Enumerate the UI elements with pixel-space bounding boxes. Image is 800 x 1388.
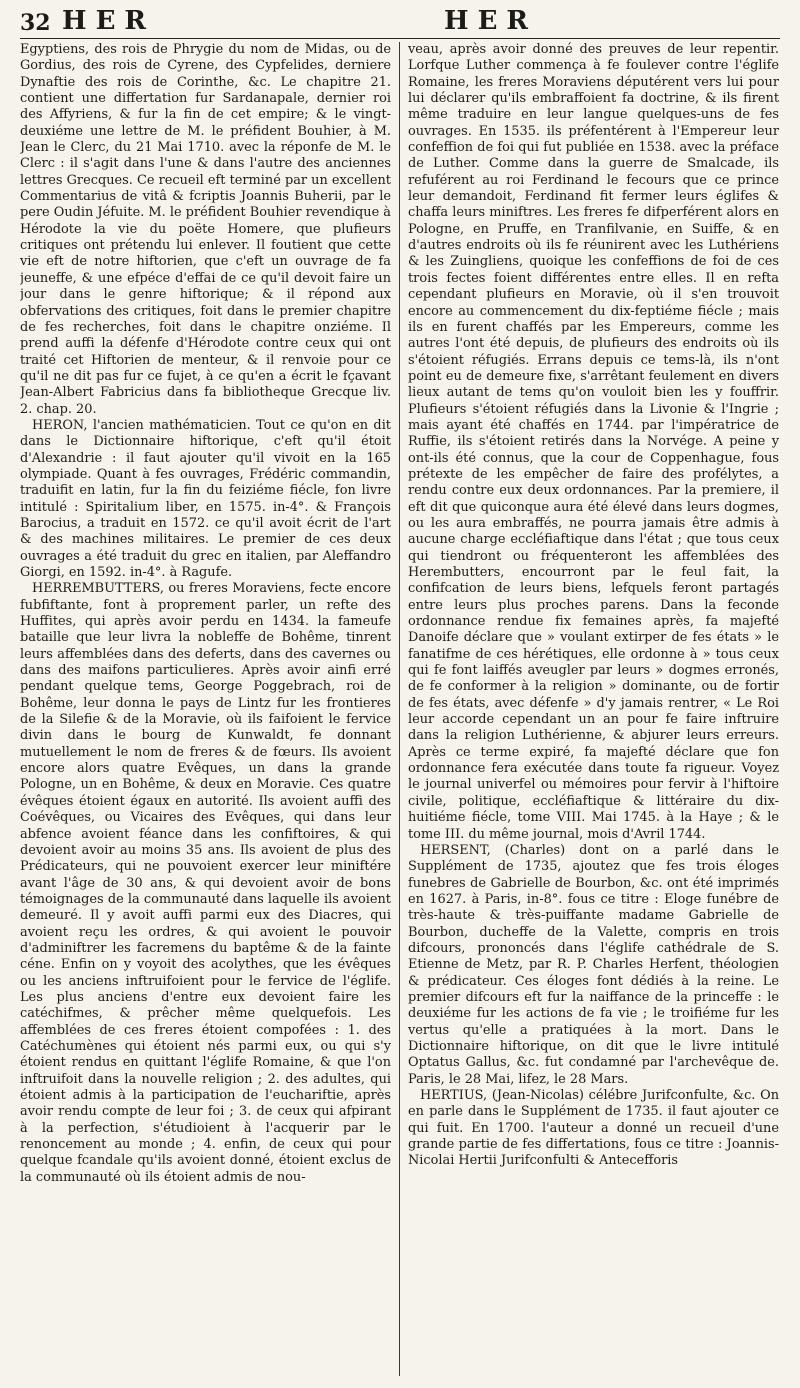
header-rule xyxy=(20,38,780,39)
entry-hersent: HERSENT, (Charles) dont on a parlé dans le Supplément de 1735, ajoutez que fes trois éloges funebres de Gabrielle de Bourbon, &c. ont été imprimés en 1627. à Paris, in-8°. fous ce titre : Eloge funébre de très-haute & très-puiffante madame Gabrielle de Bourbon, ducheffe de la Valette, compris en trois difcours, prononcés dans l'églife cathédrale de S. Etienne de Metz, par R. P. Charles Herfent, théologien & prédicateur. Ces éloges font dédiés à la reine. Le premier difcours eft fur la naiffance de la princeffe : le deuxiéme fur les actions de fa vie ; le troifiéme fur les vertus qu'elle a pratiquées à la mort. Dans le Dictionnaire hiftorique, on dit que le livre intitulé Optatus Gallus, &c. fut condamné par l'archevêque de. Paris, le 28 Mai, lifez, le 28 Mars. xyxy=(408,842,779,1087)
page-header xyxy=(20,6,780,36)
running-head-left: HER xyxy=(62,6,155,36)
entry-herrembutters-continued: veau, après avoir donné des preuves de leur repentir. Lorfque Luther commença à fe foulever contre l'églife Romaine, les freres Moraviens députérent vers lui pour lui déclarer qu'ils embraffoient fa doctrine, & ils firent même traduire en leur langue quelques-uns de fes ouvrages. En 1535. ils préfentérent à l'Empereur leur confeffion de foi qui fut publiée en 1538. avec la préface de Luther. Comme dans la guerre de Smalcade, ils refuférent au roi Ferdinand le fecours que ce prince leur demandoit, Ferdinand fit fermer leurs églifes & chaffa leurs miniftres. Les freres fe difperférent alors en Pologne, en Pruffe, en Tranfilvanie, en Suiffe, & en d'autres endroits où ils fe réunirent avec les Luthériens & les Zuingliens, quoique les confeffions de foi de ces trois fectes foient différentes entre elles. Il en refta cependant plufieurs en Moravie, où il s'en trouvoit encore au commencement du dix-feptiéme fiécle ; mais ils en furent chaffés par les Empereurs, comme les autres l'ont été depuis, de plufieurs des endroits où ils s'étoient réfugiés. Errans depuis ce tems-là, ils n'ont point eu de demeure fixe, s'arrêtant feulement en divers lieux autant de tems qu'on vouloit bien les y fouffrir. Plufieurs s'étoient réfugiés dans la Livonie & l'Ingrie ; mais ayant été chaffés en 1744. par l'impératrice de Ruffie, ils s'étoient retirés dans la Norvége. A peine y ont-ils été connus, que la cour de Coppenhague, fous prétexte de les empêcher de faire des profélytes, a rendu contre eux deux ordonnances. Par la premiere, il eft dit que quiconque aura été élevé dans leurs dogmes, ou les aura embraffés, ne pourra jamais être admis à aucune charge eccléfiaftique dans l'état ; que tous ceux qui tiendront ou fréquenteront les affemblées des Herembutters, encourront par le feul fait, la confifcation de leurs biens, lefquels feront partagés entre leurs plus proches parens. Dans la feconde ordonnance rendue fix femaines après, fa majefté Danoife déclare que » voulant extirper de fes états » le fanatifme de ces hérétiques, elle ordonne à » tous ceux qui fe font laiffés aveugler par leurs » dogmes erronés, de fe conformer à la religion » dominante, ou de fortir de fes états, avec défenfe » d'y jamais rentrer, « Le Roi leur accorde cependant un an pour fe faire inftruire dans la religion Luthérienne, & abjurer leurs erreurs. Après ce terme expiré, fa majefté déclare que fon ordonnance fera exécutée dans toute fa rigueur. Voyez le journal univerfel ou mémoires pour fervir à l'hiftoire civile, politique, eccléfiaftique & littéraire du dix-huitiéme fiécle, tome VIII. Mai 1745. à la Haye ; & le tome III. du même journal, mois d'Avril 1744. xyxy=(408,42,779,842)
running-head-right: HER xyxy=(444,6,537,36)
right-column xyxy=(408,42,779,1380)
entry-hertius: HERTIUS, (Jean-Nicolas) célébre Jurifconfulte, &c. On en parle dans le Supplément de 1735. il faut ajouter ce qui fuit. En 1700. l'auteur a donné un recueil d'une grande partie de fes differtations, fous ce titre : Joannis-Nicolai Hertii Jurifconfulti & Antecefforis xyxy=(408,1088,779,1169)
entry-heron: HERON, l'ancien mathématicien. Tout ce qu'on en dit dans le Dictionnaire hiftorique, c'eft qu'il étoit d'Alexandrie : il faut ajouter qu'il vivoit en la 165 olympiade. Quant à fes ouvrages, Frédéric commandin, traduifit en latin, fur la fin du feiziéme fiécle, fon livre intitulé : Spiritalium liber, en 1575. in-4°. & François Barocius, a traduit en 1572. ce qu'il avoit écrit de l'art & des machines militaires. Le premier de ces deux ouvrages a été traduit du grec en italien, par Aleffandro Giorgi, en 1592. in-4°. à Ragufe. xyxy=(20,417,391,580)
column-divider xyxy=(399,42,400,1376)
page-number: 32 xyxy=(20,10,51,36)
entry-continuation-text: Egyptiens, des rois de Phrygie du nom de Midas, ou de Gordius, des rois de Cyrene, des Cypfelides, derniere Dynaftie des rois de Corinthe, &c. Le chapitre 21. contient une differtation fur Sardanapale, dernier roi des Affyriens, & fur la fin de cet empire; & le vingt-deuxiéme une lettre de M. le préfident Bouhier, à M. Jean le Clerc, du 21 Mai 1710. avec la réponfe de M. le Clerc : il s'agit dans l'une & dans l'autre des anciennes lettres Grecques. Ce recueil eft terminé par un excellent Commentarius de vitâ & fcriptis Joannis Buherii, par le pere Oudin Jéfuite. M. le préfident Bouhier revendique à Hérodote la vie du poëte Homere, que plufieurs critiques ont prétendu lui enlever. Il foutient que cette vie eft de notre hiftorien, que c'eft un ouvrage de fa jeuneffe, & une efpéce d'effai de ce qu'il devoit faire un jour dans le genre hiftorique; & il répond aux obfervations des critiques, foit dans le premier chapitre de fes recherches, foit dans le chapitre onziéme. Il prend auffi la défenfe d'Hérodote contre ceux qui ont traité cet Hiftorien de menteur, & il renvoie pour ce qu'il ne dit pas fur ce fujet, à ce qu'en a écrit le fçavant Jean-Albert Fabricius dans fa bibliotheque Grecque liv. 2. chap. 20. xyxy=(20,42,391,417)
entry-herrembutters: HERREMBUTTERS, ou freres Moraviens, fecte encore fubfiftante, font à proprement parler, un refte des Huffites, qui après avoir perdu en 1434. la fameufe bataille que leur livra la nobleffe de Bohême, tinrent leurs affemblées dans des deferts, dans des cavernes ou dans des maifons particulieres. Après avoir ainfi erré pendant quelque tems, George Poggebrach, roi de Bohême, leur donna le pays de Lintz fur les frontieres de la Silefie & de la Moravie, où ils faifoient le fervice divin dans le bourg de Kunwaldt, fe donnant mutuellement le nom de freres & de fœurs. Ils avoient encore alors quatre Evêques, un dans la grande Pologne, un en Bohême, & deux en Moravie. Ces quatre évêques étoient égaux en autorité. Ils avoient auffi des Coévêques, ou Vicaires des Evêques, qui dans leur abfence avoient féance dans les confiftoires, & qui devoient avoir au moins 35 ans. Ils avoient de plus des Prédicateurs, qui ne pouvoient exercer leur miniftére avant l'âge de 30 ans, & qui devoient avoir de bons témoignages de la communauté dans laquelle ils avoient demeuré. Il y avoit auffi parmi eux des Diacres, qui avoient reçu les ordres, & qui avoient le pouvoir d'adminiftrer les facremens du baptême & de la fainte céne. Enfin on y voyoit des acolythes, que les évêques ou les anciens inftruifoient pour le fervice de l'églife. Les plus anciens d'entre eux devoient faire les catéchifmes, & prêcher même quelquefois. Les affemblées de ces freres étoient compofées : 1. des Catéchumènes qui étoient nés parmi eux, ou qui s'y étoient rendus en quittant l'églife Romaine, & que l'on inftruifoit dans la nouvelle religion ; 2. des adultes, qui étoient admis à la participation de l'euchariftie, après avoir rendu compte de leur foi ; 3. de ceux qui afpirant à la perfection, s'étudioient à l'acquerir par le renoncement au monde ; 4. enfin, de ceux qui pour quelque fcandale qu'ils avoient donné, étoient exclus de la communauté où ils étoient admis de nou- xyxy=(20,581,391,1185)
left-column xyxy=(20,42,391,1380)
